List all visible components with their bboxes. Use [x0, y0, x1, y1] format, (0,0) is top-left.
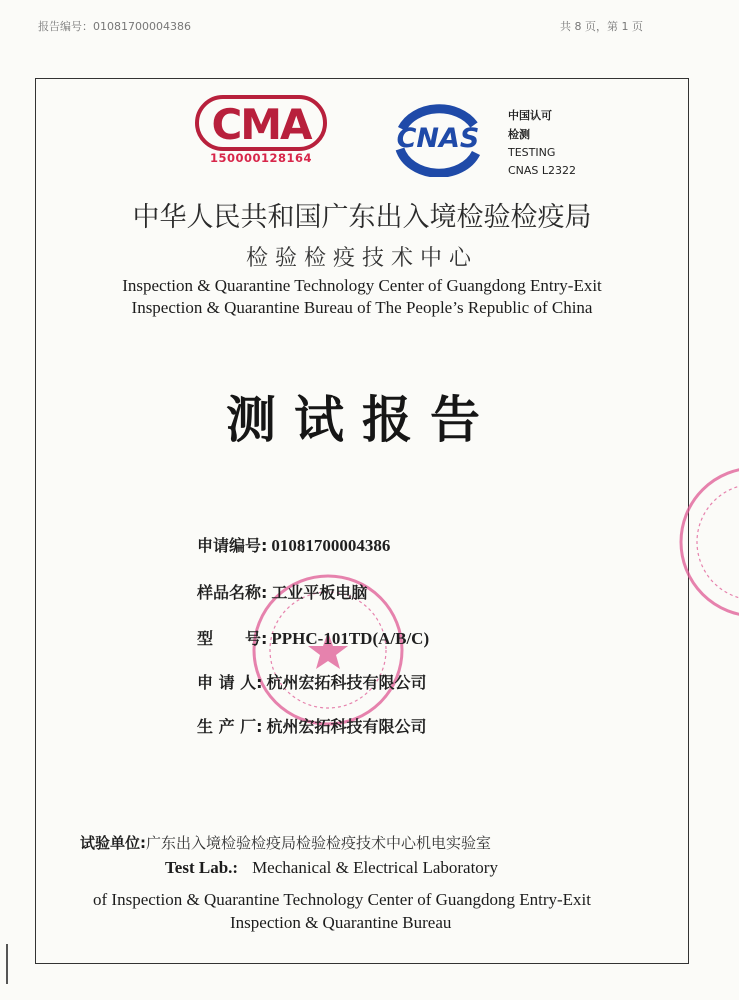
field-value: PPHC-101TD(A/B/C): [271, 629, 430, 648]
test-lab-value-en-line2: of Inspection & Quarantine Technology Center of Guangdong Entry-Exit: [93, 890, 591, 909]
cnas-line-3: TESTING: [508, 146, 556, 159]
report-number-header: 报告编号：01081700004386: [38, 20, 191, 33]
field-value: 工业平板电脑: [271, 583, 368, 602]
cma-number: 150000128164: [209, 151, 313, 165]
svg-text:CNAS: CNAS: [396, 123, 480, 154]
test-lab-cn: [80, 832, 491, 853]
organization-name-en-line1: Inspection & Quarantine Technology Center of Guangdong Entry-Exit: [122, 276, 602, 295]
field-label: 样品名称:: [197, 583, 268, 602]
test-lab-value-en-line1: Mechanical & Electrical Laboratory: [252, 858, 498, 877]
organization-name-cn: 中华人民共和国广东出入境检验检疫局: [132, 202, 592, 233]
field-applicant: [197, 670, 427, 693]
test-lab-label-en: Test Lab.:: [165, 858, 239, 877]
field-value: 01081700004386: [271, 536, 391, 555]
cnas-line-2: 检测: [508, 128, 530, 141]
cnas-logo-icon: [382, 99, 494, 177]
cma-logo-icon: [195, 95, 327, 151]
field-manufacturer: [197, 714, 427, 737]
field-value: 杭州宏拓科技有限公司: [266, 717, 427, 736]
cnas-line-4: CNAS L2322: [508, 164, 577, 177]
field-label: 申 请 人:: [197, 673, 263, 692]
edge-seal-icon: [675, 462, 739, 622]
field-value: 杭州宏拓科技有限公司: [266, 673, 427, 692]
field-label: 型 号:: [197, 629, 268, 648]
field-application-number: [197, 533, 390, 556]
center-name-cn: 检验检疫技术中心: [245, 246, 478, 271]
scan-edge-mark: [6, 944, 8, 984]
field-sample-name: [197, 580, 367, 603]
field-model: [197, 626, 429, 649]
cnas-line-1: 中国认可: [508, 109, 552, 122]
page-count: 共 8 页，第 1 页: [560, 20, 643, 33]
test-lab-en: [165, 858, 498, 878]
test-lab-value-cn: 广东出入境检验检疫局检验检疫技术中心机电实验室: [146, 834, 492, 852]
test-lab-label-cn: 试验单位:: [80, 834, 146, 852]
svg-text:CMA: CMA: [211, 100, 311, 149]
document-title: 测试报告: [226, 391, 498, 449]
field-label: 申请编号:: [197, 536, 268, 555]
test-lab-value-en-line3: Inspection & Quarantine Bureau: [230, 913, 452, 932]
organization-name-en-line2: Inspection & Quarantine Bureau of The People’s Republic of China: [131, 298, 593, 317]
field-label: 生 产 厂:: [197, 717, 263, 736]
